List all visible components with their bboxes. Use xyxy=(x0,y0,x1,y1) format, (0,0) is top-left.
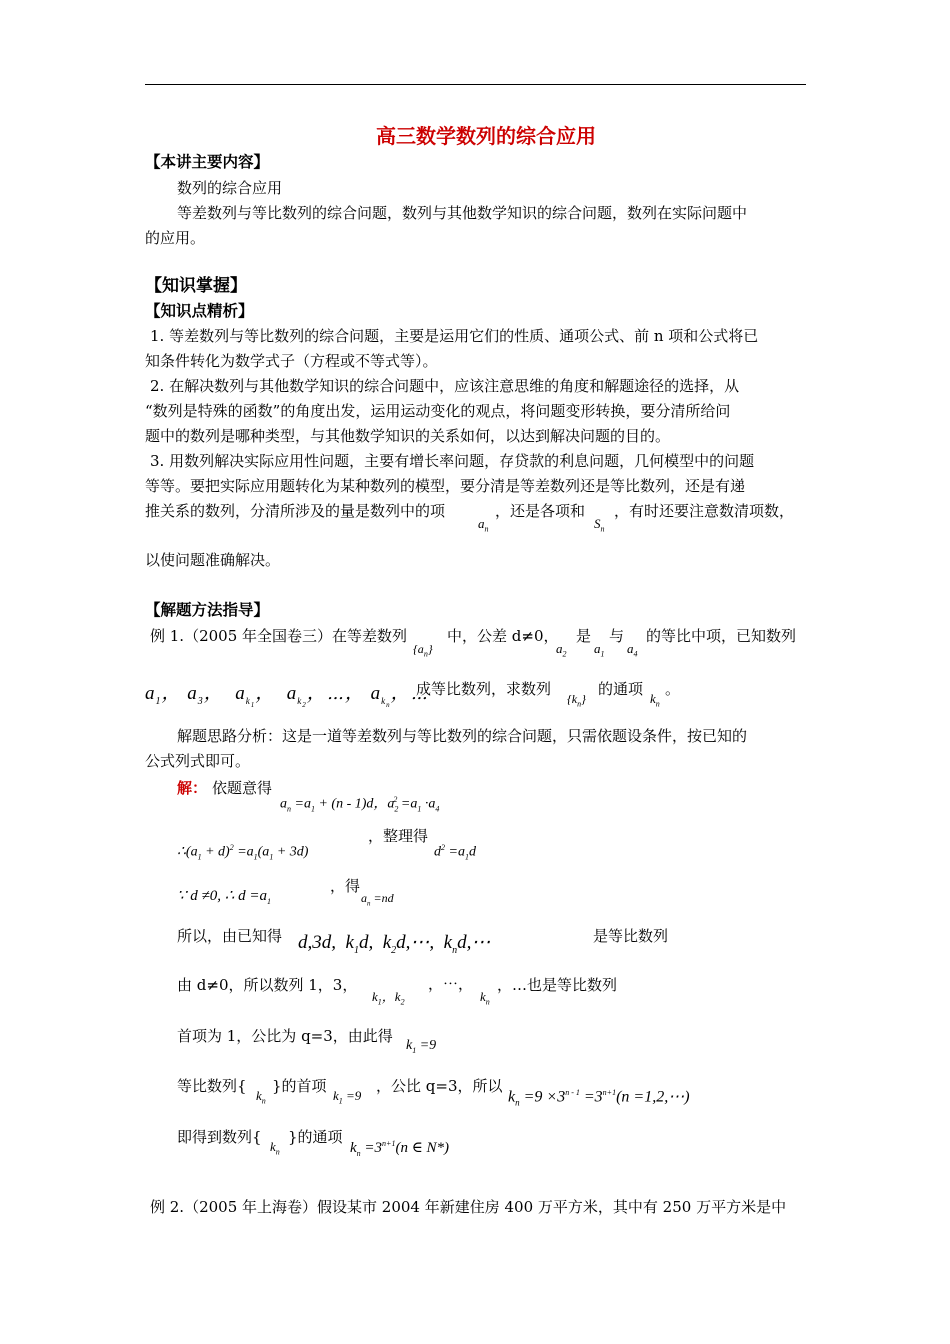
solution-text: 首项为 1，公比为 q=3，由此得 xyxy=(177,1027,393,1045)
example-1-text: 与 xyxy=(609,627,625,645)
solution-text: 由 d≠0，所以数列 1，3， xyxy=(177,976,358,994)
example-1-text: 是 xyxy=(576,627,592,645)
paragraph: 数列的综合应用 xyxy=(177,179,283,197)
example-1-text: 例 1.（2005 年全国卷三）在等差数列 xyxy=(150,627,408,645)
solution-text: 即得到数列{ xyxy=(177,1128,262,1146)
paragraph: “数列是特殊的函数”的角度出发，运用运动变化的观点，将问题变形转换，要分清所给问 xyxy=(145,402,731,420)
section-heading-points: 【知识点精析】 xyxy=(145,302,254,320)
solution-text: 所以，由已知得 xyxy=(177,927,283,945)
example-2-text: 例 2.（2005 年上海卷）假设某市 2004 年新建住房 400 万平方米，其中有 250 万平方米是中 xyxy=(150,1198,787,1216)
paragraph: 题中的数列是哪种类型，与其他数学知识的关系如何，以达到解决问题的目的。 xyxy=(145,427,671,445)
math-formula: $k_1 =9$ xyxy=(333,1088,362,1106)
math-formula: $\therefore(a_1 + d)^2 =a_1(a_1 + 3d)$ xyxy=(177,843,309,862)
paragraph: 1. 等差数列与等比数列的综合问题，主要是运用它们的性质、通项公式、前 n 项和公式将已 xyxy=(150,327,759,345)
solution-text: ，公比 q=3，所以 xyxy=(376,1077,503,1095)
math-formula: d,3d, $k_1d$, $k_2d,\cdots$, $k_nd,\cdots$ xyxy=(298,932,491,956)
example-1-text: 成等比数列，求数列 xyxy=(416,680,552,698)
math-formula: $a_n =nd$ xyxy=(361,891,394,908)
paragraph: 推关系的数列，分清所涉及的量是数列中的项 xyxy=(145,502,446,520)
solution-text: ，整理得 xyxy=(368,827,429,845)
solution-text: ，…也是等比数列 xyxy=(497,976,618,994)
math-a2: $a_2$ xyxy=(556,641,567,659)
math-formula: $k_n =3^{n+1}(n$ ∈ N*) xyxy=(350,1139,450,1158)
solution-text: }的首项 xyxy=(272,1077,327,1095)
paragraph: 等等。要把实际应用题转化为某种数列的模型，要分清是等差数列还是等比数列，还是有递 xyxy=(145,477,746,495)
math-formula: $a_n =a_1 + (n - 1)d$，$a_2^2 =a_1 \cdot a_4$ xyxy=(280,795,440,814)
analysis-text: 公式列式即可。 xyxy=(145,752,251,770)
math-formula: ∵ d ≠0, ∴ $d =a_1$ xyxy=(177,888,271,906)
math-formula: $k_n$ xyxy=(270,1139,280,1157)
paragraph: 以使问题准确解决。 xyxy=(145,551,281,569)
math-formula: $k_n$ xyxy=(480,989,490,1007)
paragraph: 2. 在解决数列与其他数学知识的综合问题中，应该注意思维的角度和解题途径的选择，从 xyxy=(150,377,740,395)
solution-text: ，⋯， xyxy=(428,977,474,993)
math-sequence: $a_1$， $a_3$， $a_{k_1}$， $a_{k_2}$，⋯， $a_{k_n}$，⋯ xyxy=(145,683,429,709)
math-formula: $k_n =9 \times 3^{n - 1} =3^{n+1}(n$ =1,2,⋯) xyxy=(508,1088,690,1108)
paragraph: 等差数列与等比数列的综合问题，数列与其他数学知识的综合问题，数列在实际问题中 xyxy=(177,204,748,222)
math-formula: $k_1 =9$ xyxy=(406,1038,437,1055)
math-a1: $a_1$ xyxy=(594,641,605,659)
header-rule xyxy=(145,84,806,85)
example-1-text: 的通项 xyxy=(598,680,644,698)
paragraph: 的应用。 xyxy=(145,229,206,247)
math-formula: $k_1$，$k_2$ xyxy=(372,989,405,1007)
math-seq-kn: $\{k_n\}$ xyxy=(567,692,586,709)
math-a4: $a_4$ xyxy=(627,641,638,659)
example-1-text: 。 xyxy=(665,680,681,698)
solution-text: 是等比数列 xyxy=(593,927,669,945)
math-formula: $k_n$ xyxy=(256,1088,266,1106)
solution-text: ，得 xyxy=(330,877,361,895)
math-kn: $k_n$ xyxy=(650,691,660,709)
example-1-text: 的等比中项，已知数列 xyxy=(646,627,797,645)
solution-label: 解： xyxy=(177,779,208,797)
math-sn: $S_n$ xyxy=(594,516,605,534)
paragraph: ，有时还要注意数清项数， xyxy=(614,502,795,520)
paragraph: 3. 用数列解决实际应用性问题，主要有增长率问题，存贷款的利息问题，几何模型中的问题 xyxy=(150,452,755,470)
paragraph: 知条件转化为数学式子（方程或不等式等）。 xyxy=(145,352,438,370)
math-seq-an: $\{a_n\}$ xyxy=(413,642,433,659)
page-title: 高三数学数列的综合应用 xyxy=(376,124,596,148)
math-an: $a_n$ xyxy=(478,516,489,534)
paragraph: ，还是各项和 xyxy=(495,502,586,520)
math-formula: $d^2 =a_1d$ xyxy=(434,843,476,862)
example-1-text: 中，公差 d≠0， xyxy=(447,627,559,645)
section-heading-method: 【解题方法指导】 xyxy=(145,601,270,619)
section-heading-main: 【本讲主要内容】 xyxy=(145,153,270,171)
analysis-text: 解题思路分析：这是一道等差数列与等比数列的综合问题，只需依题设条件，按已知的 xyxy=(177,727,748,745)
section-heading-knowledge: 【知识掌握】 xyxy=(145,276,247,296)
solution-text: }的通项 xyxy=(288,1128,343,1146)
solution-text: 等比数列{ xyxy=(177,1077,247,1095)
solution-text: 依题意得 xyxy=(212,779,273,797)
